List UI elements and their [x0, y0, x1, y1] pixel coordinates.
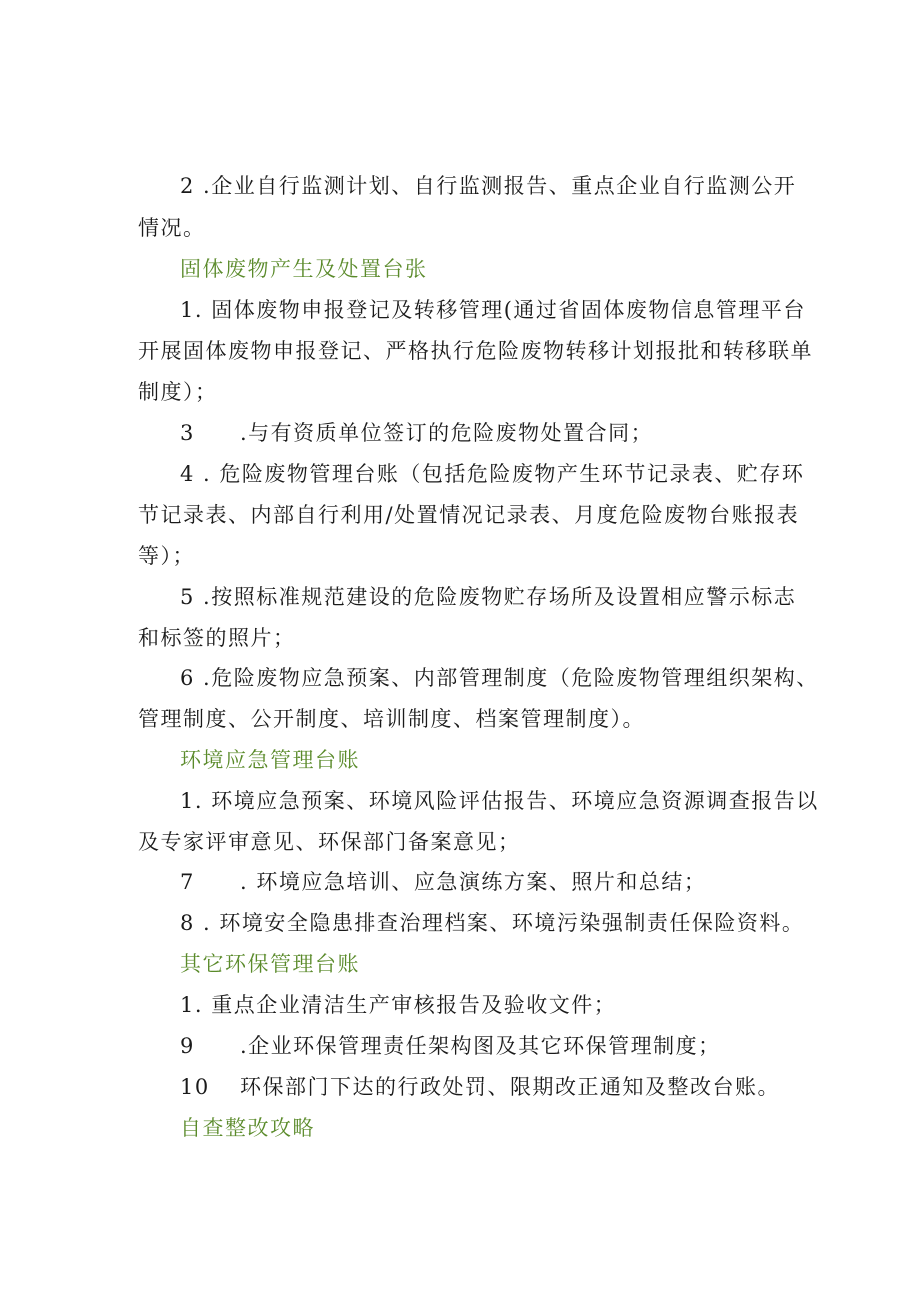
list-item-4-line2: 节记录表、内部自行利用/处置情况记录表、月度危险废物台账报表 — [138, 503, 800, 527]
list-item-6-line1: 6 .危险废物应急预案、内部管理制度（危险废物管理组织架构、 — [180, 666, 819, 690]
other-item-1: 1. 重点企业清洁生产审核报告及验收文件； — [180, 993, 617, 1017]
other-item-10 — [180, 1073, 800, 1101]
list-text: . 环境应急培训、应急演练方案、照片和总结； — [240, 870, 707, 894]
emergency-item-7 — [180, 868, 800, 896]
list-item-1-line1: 1. 固体废物申报登记及转移管理(通过省固体废物信息管理平台 — [180, 298, 806, 322]
list-number: 9 — [180, 1034, 195, 1058]
section-heading-emergency: 环境应急管理台账 — [180, 748, 360, 772]
list-number: 3 — [180, 421, 195, 445]
emergency-item-1-line1: 1. 环境应急预案、环境风险评估报告、环境应急资源调查报告以 — [180, 789, 819, 813]
list-text: .与有资质单位签订的危险废物处置合同； — [240, 421, 654, 445]
section-heading-solid-waste: 固体废物产生及处置台张 — [180, 257, 428, 281]
section-heading-other: 其它环保管理台账 — [180, 952, 360, 976]
list-item-1-line2: 开展固体废物申报登记、严格执行危险废物转移计划报批和转移联单 — [138, 339, 813, 363]
list-number: 10 — [180, 1075, 210, 1099]
other-item-9 — [180, 1032, 800, 1060]
list-item-4-line3: 等）； — [138, 544, 195, 568]
list-item-1-line3: 制度）； — [138, 380, 218, 404]
list-number: 7 — [180, 870, 195, 894]
list-text: .企业环保管理责任架构图及其它环保管理制度； — [240, 1034, 721, 1058]
list-item-4-line1: 4 . 危险废物管理台账（包括危险废物产生环节记录表、贮存环 — [180, 462, 805, 486]
list-text: 环保部门下达的行政处罚、限期改正通知及整改台账。 — [240, 1075, 780, 1099]
list-item-6-line2: 管理制度、公开制度、培训制度、档案管理制度）。 — [138, 707, 645, 731]
emergency-item-1-line2: 及专家评审意见、环保部门备案意见； — [138, 830, 521, 854]
list-item-2-line1: 2 .企业自行监测计划、自行监测报告、重点企业自行监测公开 — [180, 174, 797, 198]
list-item-5-line2: 和标签的照片； — [138, 626, 296, 650]
list-item-3 — [180, 419, 800, 447]
section-heading-self-check: 自查整改攻略 — [180, 1116, 315, 1140]
list-item-2-line2: 情况。 — [138, 216, 206, 240]
list-item-5-line1: 5 .按照标准规范建设的危险废物贮存场所及设置相应警示标志 — [180, 585, 797, 609]
emergency-item-8: 8 . 环境安全隐患排查治理档案、环境污染强制责任保险资料。 — [180, 911, 805, 935]
